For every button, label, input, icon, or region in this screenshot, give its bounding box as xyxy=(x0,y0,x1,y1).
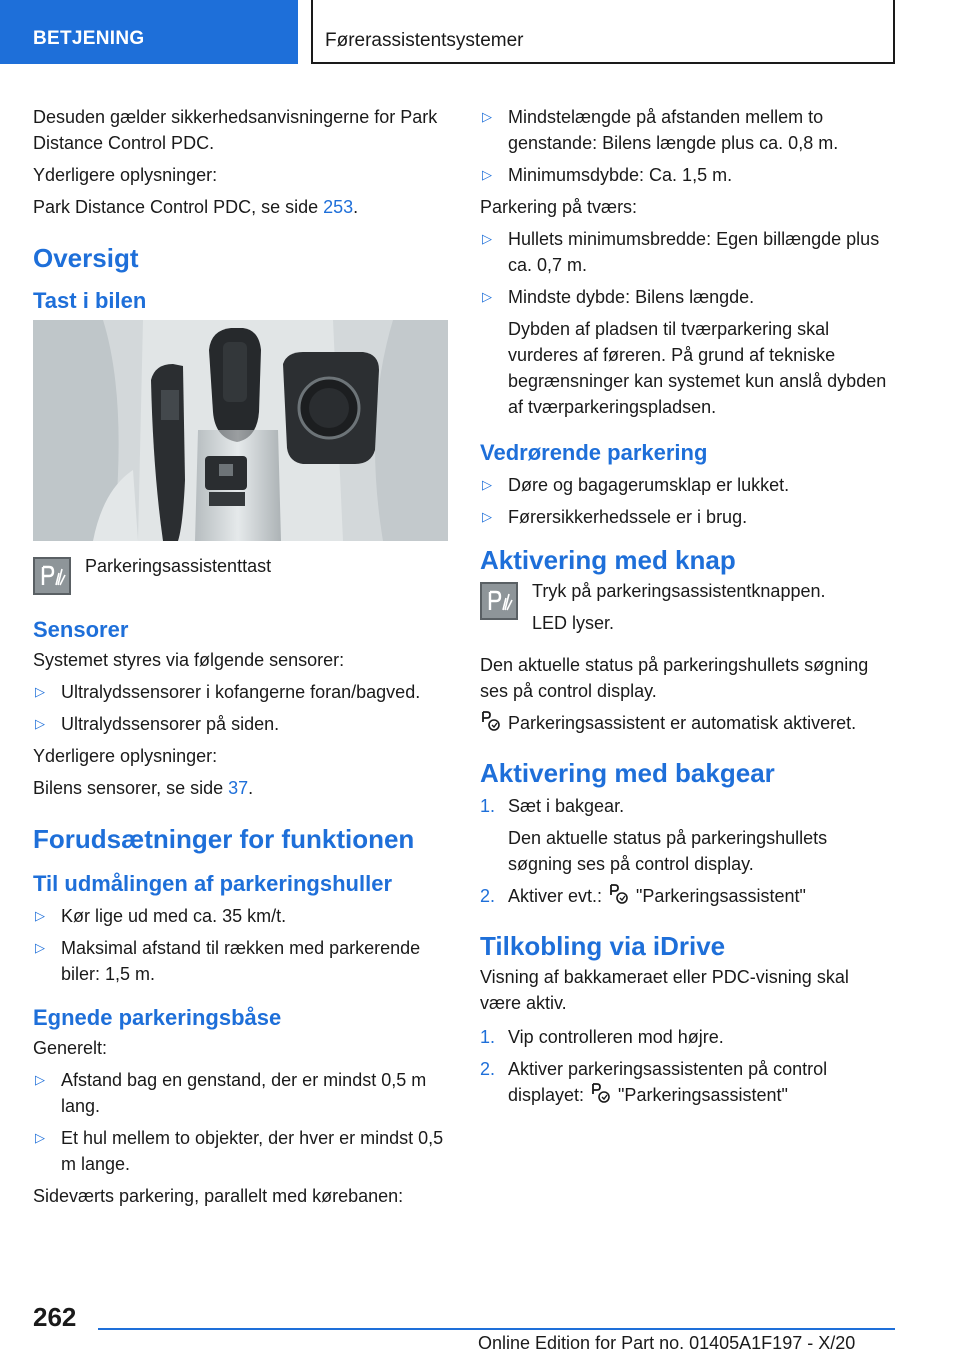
generelt-list xyxy=(33,1067,445,1177)
heading-sensorer: Sensorer xyxy=(33,617,129,642)
heading-udmaling: Til udmålingen af parkeringshuller xyxy=(33,871,393,896)
list-item: ▷ Døre og bagagerumsklap er lukket. xyxy=(482,475,790,495)
vedroerende-list xyxy=(480,472,892,530)
heading-knap: Aktivering med knap xyxy=(480,545,736,575)
list-item: ▷ Kør lige ud med ca. 35 km/t. xyxy=(35,906,287,926)
list-item: ▷ Et hul mellem to objekter, der hver er mindst 0,5 m lange. xyxy=(35,1128,444,1174)
sensor-reference: Bilens sensorer, se side 37. xyxy=(33,778,254,798)
page-number: 262 xyxy=(33,1302,77,1332)
list-item: 1. Vip controlleren mod højre. xyxy=(480,1027,724,1047)
parking-assist-button-icon xyxy=(480,582,518,620)
tvaers-label: Parkering på tværs: xyxy=(480,197,638,217)
list-item: ▷ Mindstelængde på afstanden mellem to genstande: Bilens længde plus ca. 0,8 m. xyxy=(482,107,839,153)
heading-forudsaetninger: Forudsætninger for funktionen xyxy=(33,824,415,854)
idrive-intro: Visning af bakkameraet eller PDC-visning skal være aktiv. xyxy=(480,967,849,1013)
edition-text: Online Edition for Part no. 01405A1F197 - X/20 xyxy=(478,1333,856,1353)
auto-activated-text: Parkeringsassistent er automatisk aktiveret. xyxy=(480,710,892,739)
list-item: ▷ Hullets minimumsbredde: Egen billængde plus ca. 0,7 m. xyxy=(482,229,880,275)
parking-assist-symbol-icon xyxy=(480,710,502,739)
tvaers-list xyxy=(480,226,892,420)
page-link-253[interactable]: 253 xyxy=(323,197,354,217)
console-photo xyxy=(33,320,448,541)
knap-row xyxy=(480,578,892,642)
section-tab xyxy=(0,0,298,64)
more-info-label: Yderligere oplysninger: xyxy=(33,746,218,766)
parking-assist-symbol-icon xyxy=(590,1082,612,1111)
generelt-label: Generelt: xyxy=(33,1038,108,1058)
sensor-list xyxy=(33,679,445,737)
list-item: 1. Sæt i bakgear. Den aktuelle status på parkeringshullets søgning ses på control display. xyxy=(480,796,828,874)
footer-divider xyxy=(98,1328,895,1330)
list-item: ▷ Minimumsdybde: Ca. 1,5 m. xyxy=(482,165,733,185)
heading-egnede: Egnede parkeringsbåse xyxy=(33,1005,282,1030)
bakgear-steps xyxy=(480,793,892,912)
button-caption-row xyxy=(33,557,445,595)
list-item: ▷ Maksimal afstand til rækken med parkerende biler: 1,5 m. xyxy=(35,938,421,984)
sidevaerts-label: Sideværts parkering, parallelt med kørebanen: xyxy=(33,1186,404,1206)
button-caption: Parkeringsassistenttast xyxy=(85,556,272,576)
list-item: 2. Aktiver evt.: "Parkeringsassistent" xyxy=(480,883,892,912)
chapter-title: Førerassistentsystemer xyxy=(325,30,524,51)
intro-paragraph: Desuden gælder sikkerhedsanvisningerne for Park Distance Control PDC. xyxy=(33,107,438,153)
idrive-steps xyxy=(480,1024,892,1111)
heading-bakgear: Aktivering med bakgear xyxy=(480,758,775,788)
heading-oversigt: Oversigt xyxy=(33,243,139,273)
left-column xyxy=(33,104,445,1215)
list-item: ▷ Ultralydssensorer på siden. xyxy=(35,714,280,734)
heading-tast: Tast i bilen xyxy=(33,288,147,313)
list-item: ▷ Afstand bag en genstand, der er mindst 0,5 m lang. xyxy=(35,1070,427,1116)
more-info-label: Yderligere oplysninger: xyxy=(33,165,218,185)
parking-assist-symbol-icon xyxy=(608,883,630,912)
status-text: Den aktuelle status på parkeringshullets søgning ses på control display. xyxy=(480,655,869,701)
sensorer-intro: Systemet styres via følgende sensorer: xyxy=(33,650,345,670)
heading-idrive: Tilkobling via iDrive xyxy=(480,931,726,961)
parking-assist-button-icon xyxy=(33,557,71,595)
chapter-header xyxy=(311,0,895,64)
list-item: ▷ Førersikkerhedssele er i brug. xyxy=(482,507,748,527)
page-link-37[interactable]: 37 xyxy=(228,778,249,798)
list-item: ▷ Mindste dybde: Bilens længde. Dybden af pladsen til tværparkering skal vurderes af føreren. På grund af tekniske begrænsninger kan systemet kun anslå dybden af tværparkeringspladsen. xyxy=(482,287,887,417)
pdc-reference: Park Distance Control PDC, se side 253. xyxy=(33,197,359,217)
right-column xyxy=(480,104,892,1117)
udmaling-list xyxy=(33,903,445,987)
knap-led: LED lyser. xyxy=(532,613,615,633)
heading-vedroerende: Vedrørende parkering xyxy=(480,440,708,465)
parallel-list xyxy=(480,104,892,188)
section-title: BETJENING xyxy=(33,28,145,49)
knap-instruction: Tryk på parkeringsassistentknappen. xyxy=(532,581,826,601)
list-item: 2. Aktiver parkeringsassistenten på control displayet: "Parkeringsassistent" xyxy=(480,1056,892,1111)
list-item: ▷ Ultralydssensorer i kofangerne foran/bagved. xyxy=(35,682,421,702)
